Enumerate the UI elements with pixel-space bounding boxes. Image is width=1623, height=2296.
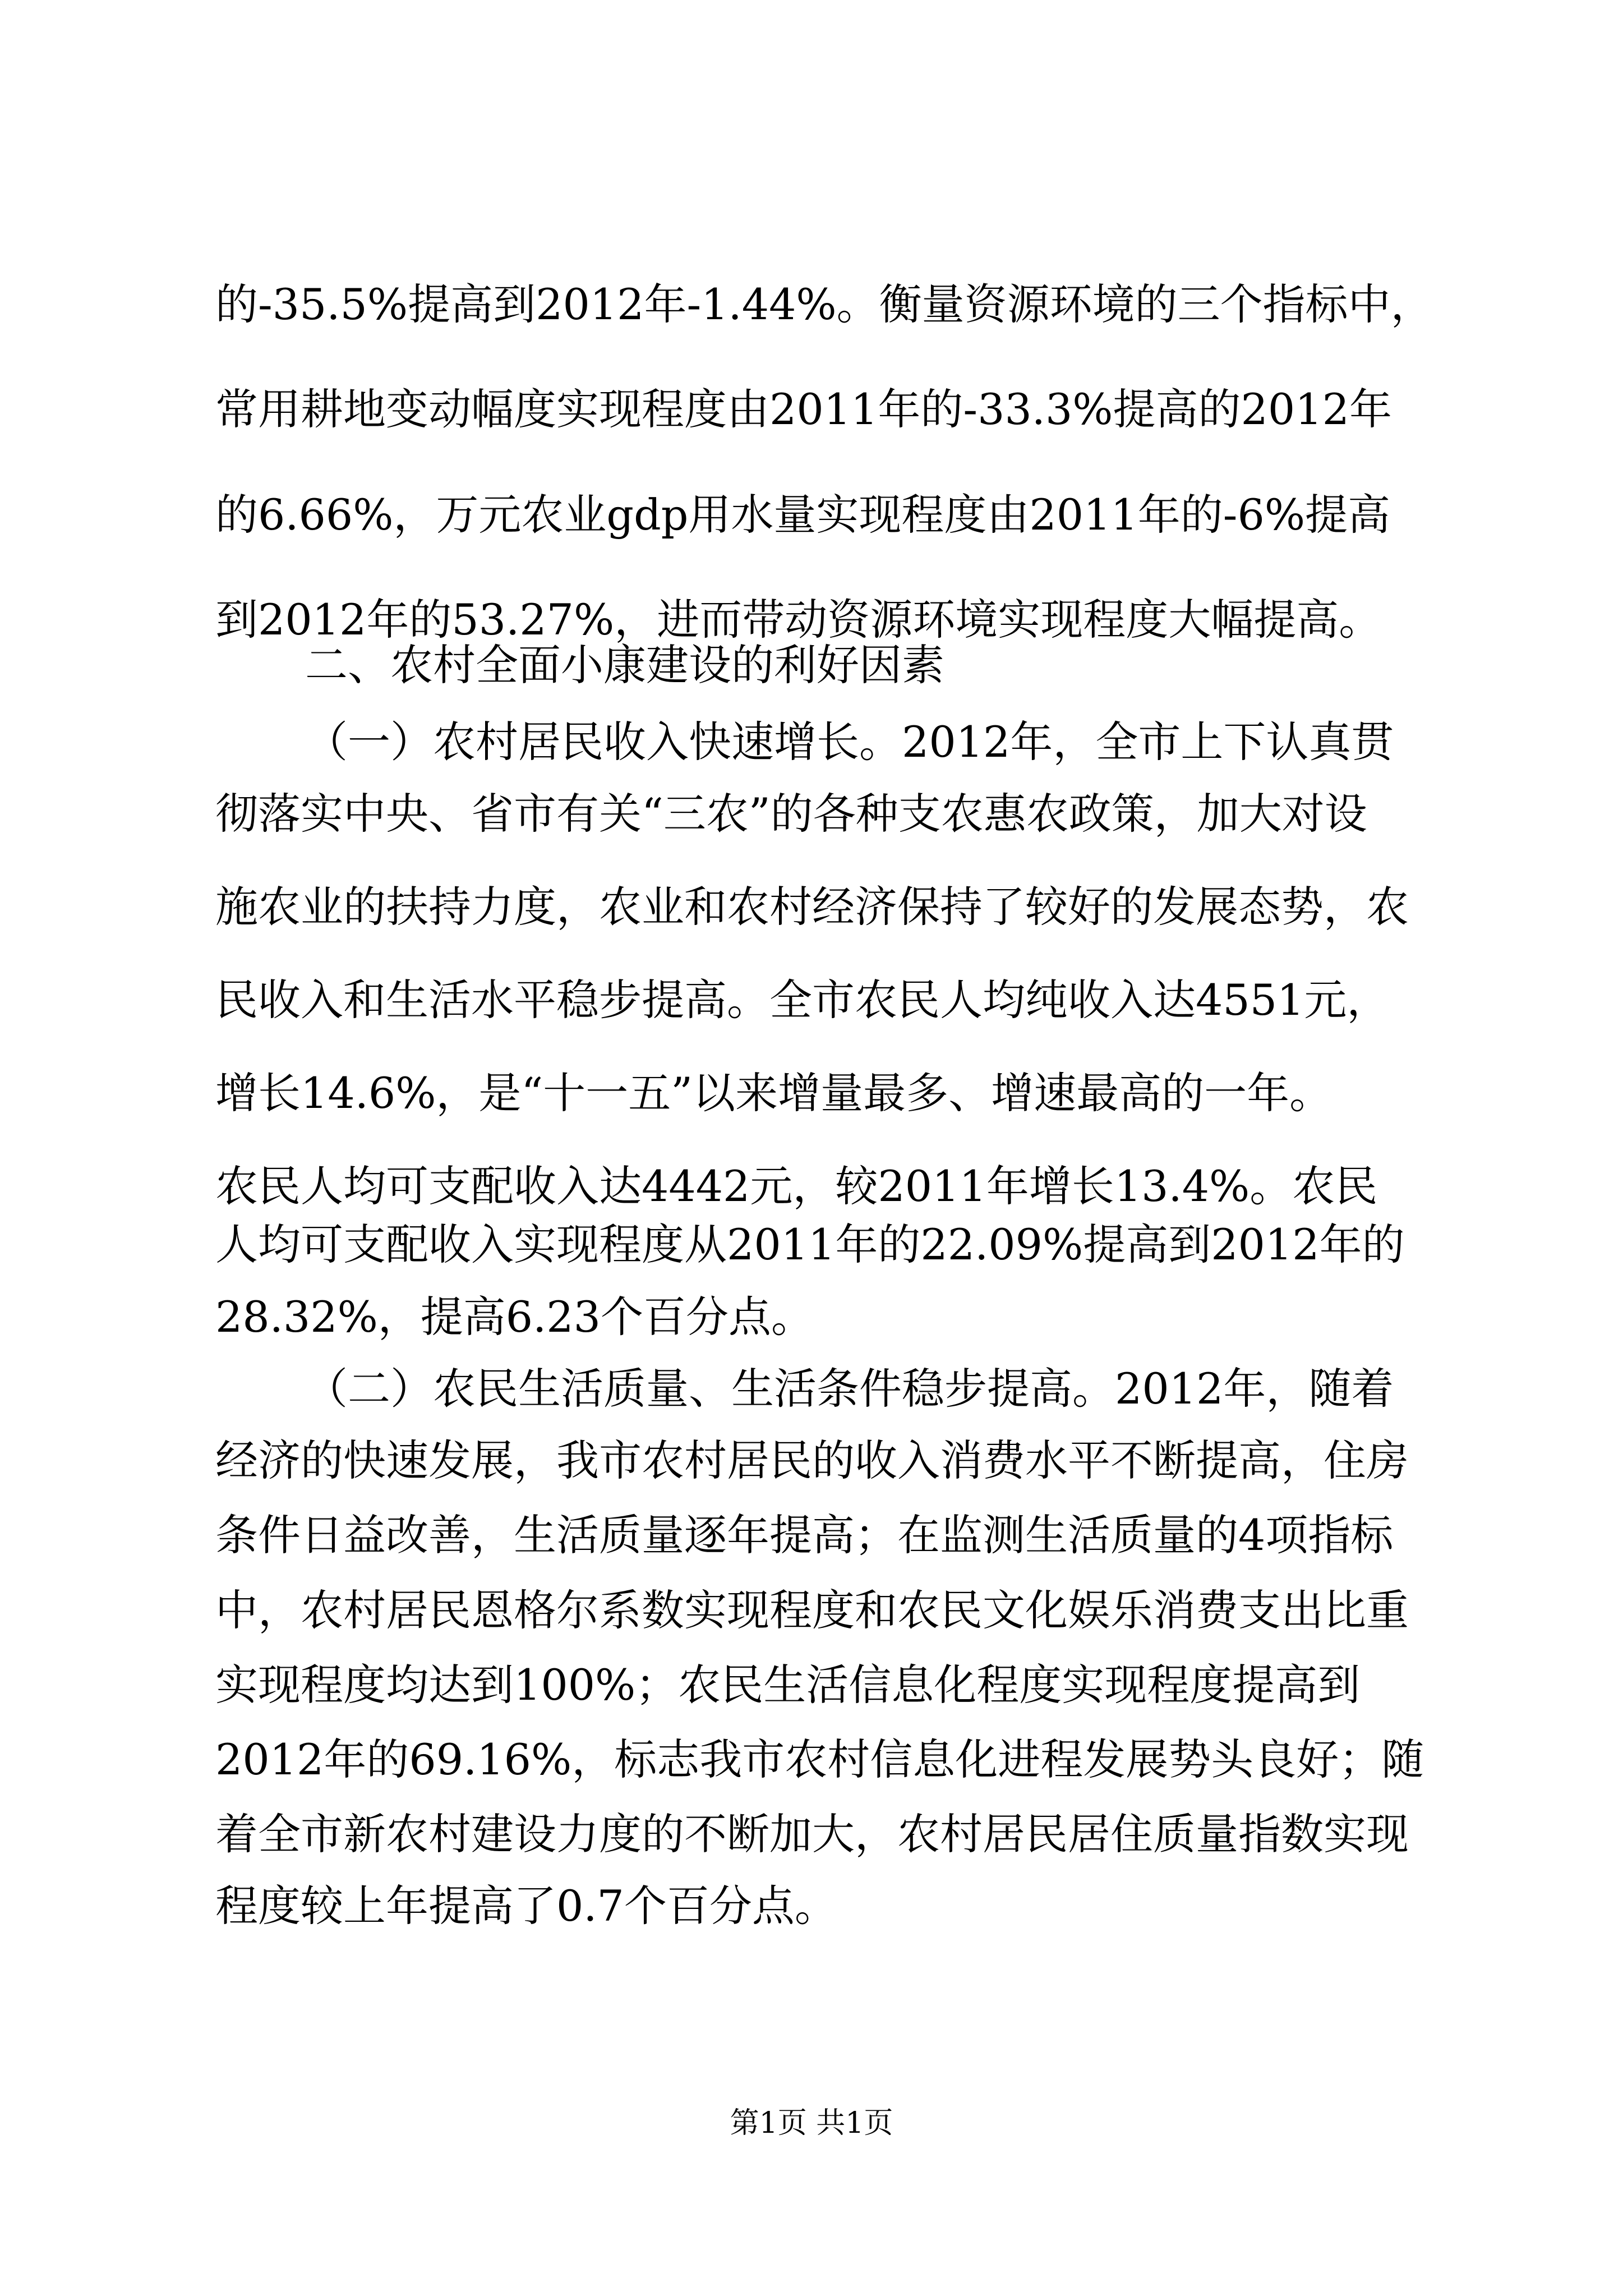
section-heading: 二、农村全面小康建设的利好因素 bbox=[305, 640, 944, 690]
text-line-15: 经济的快速发展，我市农村居民的收入消费水平不断提高，住房 bbox=[215, 1435, 1409, 1485]
text-line-13: 28.32%，提高6.23个百分点。 bbox=[215, 1292, 814, 1342]
text-line-8: 施农业的扶持力度，农业和农村经济保持了较好的发展态势，农 bbox=[215, 882, 1409, 932]
text-line-18: 实现程度均达到100%；农民生活信息化程度实现程度提高到 bbox=[215, 1660, 1361, 1710]
text-line-1: 的-35.5%提高到2012年-1.44%。衡量资源环境的三个指标中， bbox=[215, 279, 1433, 329]
text-line-17: 中，农村居民恩格尔系数实现程度和农民文化娱乐消费支出比重 bbox=[215, 1585, 1409, 1635]
text-line-21: 程度较上年提高了0.7个百分点。 bbox=[215, 1881, 837, 1931]
text-line-11: 农民人均可支配收入达4442元，较2011年增长13.4%。农民 bbox=[215, 1161, 1378, 1211]
text-line-10: 增长14.6%，是“十一五”以来增量最多、增速最高的一年。 bbox=[215, 1068, 1332, 1118]
text-line-19: 2012年的69.16%，标志我市农村信息化进程发展势头良好；随 bbox=[215, 1734, 1424, 1784]
page-footer: 第1页 共1页 bbox=[730, 2106, 893, 2140]
text-line-14: （二）农民生活质量、生活条件稳步提高。2012年，随着 bbox=[305, 1364, 1394, 1414]
text-line-3: 的6.66%，万元农业gdp用水量实现程度由2011年的-6%提高 bbox=[215, 490, 1391, 540]
text-line-16: 条件日益改善，生活质量逐年提高；在监测生活质量的4项指标 bbox=[215, 1510, 1394, 1560]
text-line-7: 彻落实中央、省市有关“三农”的各种支农惠农政策，加大对设 bbox=[215, 789, 1367, 839]
text-line-20: 着全市新农村建设力度的不断加大，农村居民居住质量指数实现 bbox=[215, 1809, 1409, 1859]
text-line-12: 人均可支配收入实现程度从2011年的22.09%提高到2012年的 bbox=[215, 1220, 1405, 1269]
text-line-2: 常用耕地变动幅度实现程度由2011年的-33.3%提高的2012年 bbox=[215, 384, 1392, 434]
text-line-6: （一）农村居民收入快速增长。2012年，全市上下认真贯 bbox=[305, 717, 1394, 767]
text-line-4: 到2012年的53.27%，进而带动资源环境实现程度大幅提高。 bbox=[215, 595, 1382, 645]
text-line-9: 民收入和生活水平稳步提高。全市农民人均纯收入达4551元， bbox=[215, 975, 1390, 1025]
